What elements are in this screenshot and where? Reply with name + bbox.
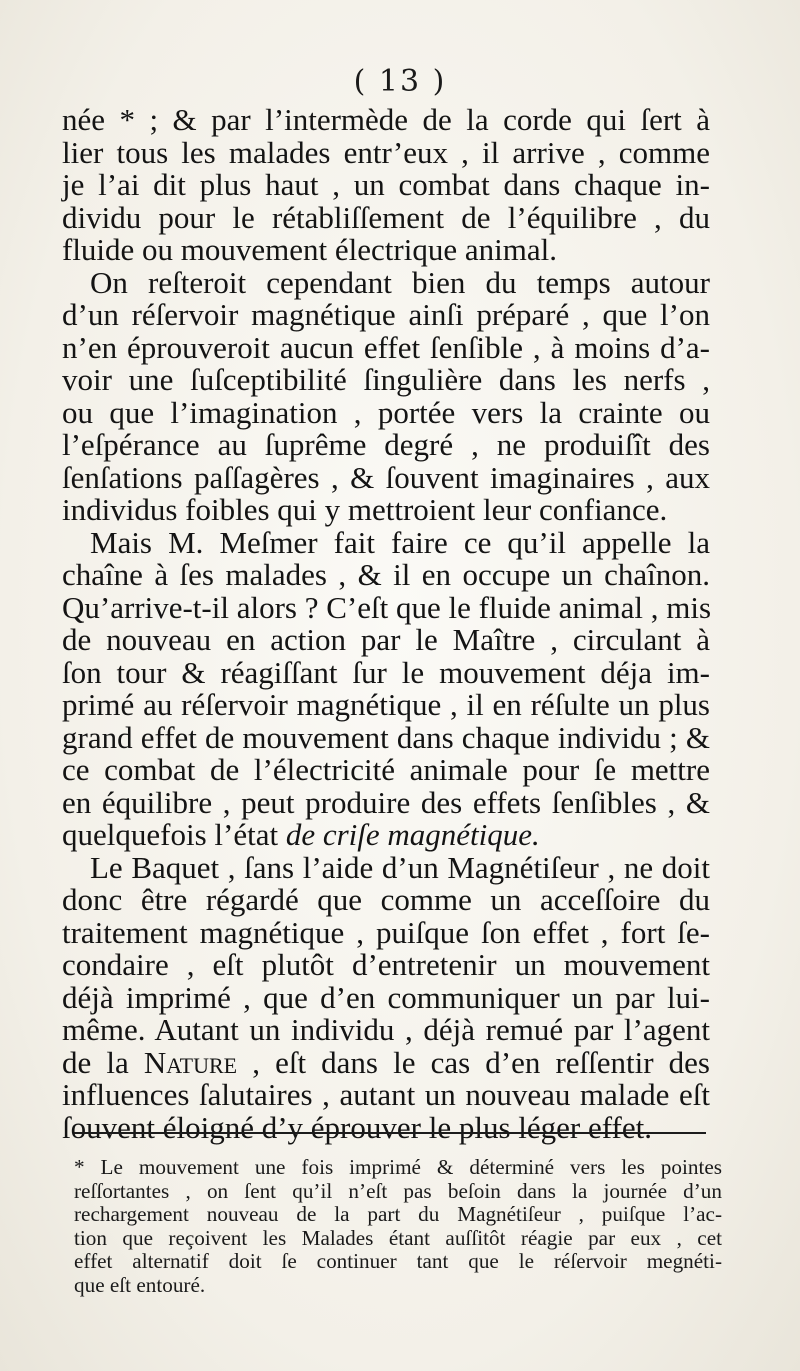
text-line: Qu’arrive-t-il alors ? C’eſt que le fluide animal , mis bbox=[62, 589, 712, 625]
text-line: Le Baquet , ſans l’aide d’un Magnétiſeur , ne doit bbox=[90, 849, 710, 885]
text-line: On reſteroit cependant bien du temps autour bbox=[90, 264, 710, 300]
paragraph-1 bbox=[62, 104, 710, 267]
text-line: traitement magnétique , puiſque ſon effet , fort ſe- bbox=[62, 914, 710, 950]
text-line: dividu pour le rétabliſſement de l’équilibre , du bbox=[62, 199, 710, 235]
text-line: déjà imprimé , que d’en communiquer un par lui- bbox=[62, 979, 710, 1015]
text-line: d’un réſervoir magnétique ainſi préparé , que l’on bbox=[62, 297, 710, 332]
text-segment: , eſt dans le cas d’en reſſentir des bbox=[237, 1044, 710, 1080]
text-line: ſouvent éloigné d’y éprouver le plus léger effet. bbox=[62, 1109, 652, 1145]
text-line: donc être régardé que comme un acceſſoire du bbox=[62, 882, 710, 917]
main-text bbox=[62, 104, 710, 1144]
text-line: primé au réſervoir magnétique , il en réſulte un plus bbox=[62, 687, 710, 722]
text-line: grand effet de mouvement dans chaque individu ; & bbox=[62, 719, 710, 755]
text-line: n’en éprouveroit aucun effet ſenſible , à moins d’a- bbox=[62, 329, 710, 365]
text-line: condaire , eſt plutôt d’entretenir un mouvement bbox=[62, 947, 710, 982]
text-line: ſenſations paſſagères , & ſouvent imaginaires , aux bbox=[62, 459, 710, 495]
italic-phrase: de criſe magnétique. bbox=[285, 817, 540, 852]
text-line bbox=[62, 819, 710, 852]
text-line: individus foibles qui y mettroient leur confiance. bbox=[62, 492, 668, 527]
text-line: ſon tour & réagiſſant ſur le mouvement déja im- bbox=[62, 654, 710, 690]
small-caps-word: Nature bbox=[143, 1044, 238, 1080]
text-line: lier tous les malades entr’eux , il arrive , comme bbox=[62, 134, 710, 170]
footnote bbox=[74, 1156, 722, 1297]
text-line: l’eſpérance au ſuprême degré , ne produiſît des bbox=[62, 427, 710, 462]
paragraph-4 bbox=[62, 849, 710, 1145]
text-line: Mais M. Meſmer fait faire ce qu’il appelle la bbox=[90, 524, 710, 560]
paragraph-3 bbox=[62, 524, 712, 852]
page-number: ( 13 ) bbox=[353, 64, 447, 99]
footnote-line: tion que reçoivent les Malades étant auſſitôt réagie par eux , cet bbox=[74, 1225, 722, 1250]
footnote-divider bbox=[74, 1132, 706, 1134]
text-line bbox=[62, 1044, 710, 1080]
paragraph-2 bbox=[62, 264, 710, 527]
text-line: chaîne à ſes malades , & il en occupe un chaînon. bbox=[62, 557, 710, 592]
text-line: influences ſalutaires , autant un nouveau malade eſt bbox=[62, 1077, 710, 1112]
text-line: voir une ſuſceptibilité ſingulière dans les nerfs , bbox=[62, 362, 710, 397]
text-line: née * ; & par l’intermède de la corde qui ſert à bbox=[62, 102, 710, 137]
text-line: ce combat de l’électricité animale pour ſe mettre bbox=[62, 752, 710, 787]
text-line: en équilibre , peut produire des effets ſenſibles , & bbox=[62, 784, 710, 820]
footnote-line: * Le mouvement une fois imprimé & déterminé vers les pointes bbox=[74, 1155, 722, 1179]
text-line: de nouveau en action par le Maître , circulant à bbox=[62, 622, 710, 657]
text-line: je l’ai dit plus haut , un combat dans chaque in- bbox=[62, 167, 710, 202]
text-line: ou que l’imagination , portée vers la crainte ou bbox=[62, 394, 710, 430]
text-line: même. Autant un individu , déjà remué par l’agent bbox=[62, 1012, 710, 1047]
footnote-line: reſſortantes , on ſent qu’il n’eſt pas beſoin dans la journée d’un bbox=[74, 1178, 722, 1203]
footnote-line: effet alternatif doit ſe continuer tant que le réſervoir megnéti- bbox=[74, 1249, 722, 1273]
footnote-line: que eſt entouré. bbox=[74, 1272, 206, 1297]
text-line: fluide ou mouvement électrique animal. bbox=[62, 232, 557, 267]
text-segment: de la bbox=[62, 1044, 144, 1080]
footnote-line: rechargement nouveau de la part du Magnétiſeur , puiſque l’ac- bbox=[74, 1202, 722, 1226]
text-segment: quelquefois l’état bbox=[62, 817, 286, 852]
